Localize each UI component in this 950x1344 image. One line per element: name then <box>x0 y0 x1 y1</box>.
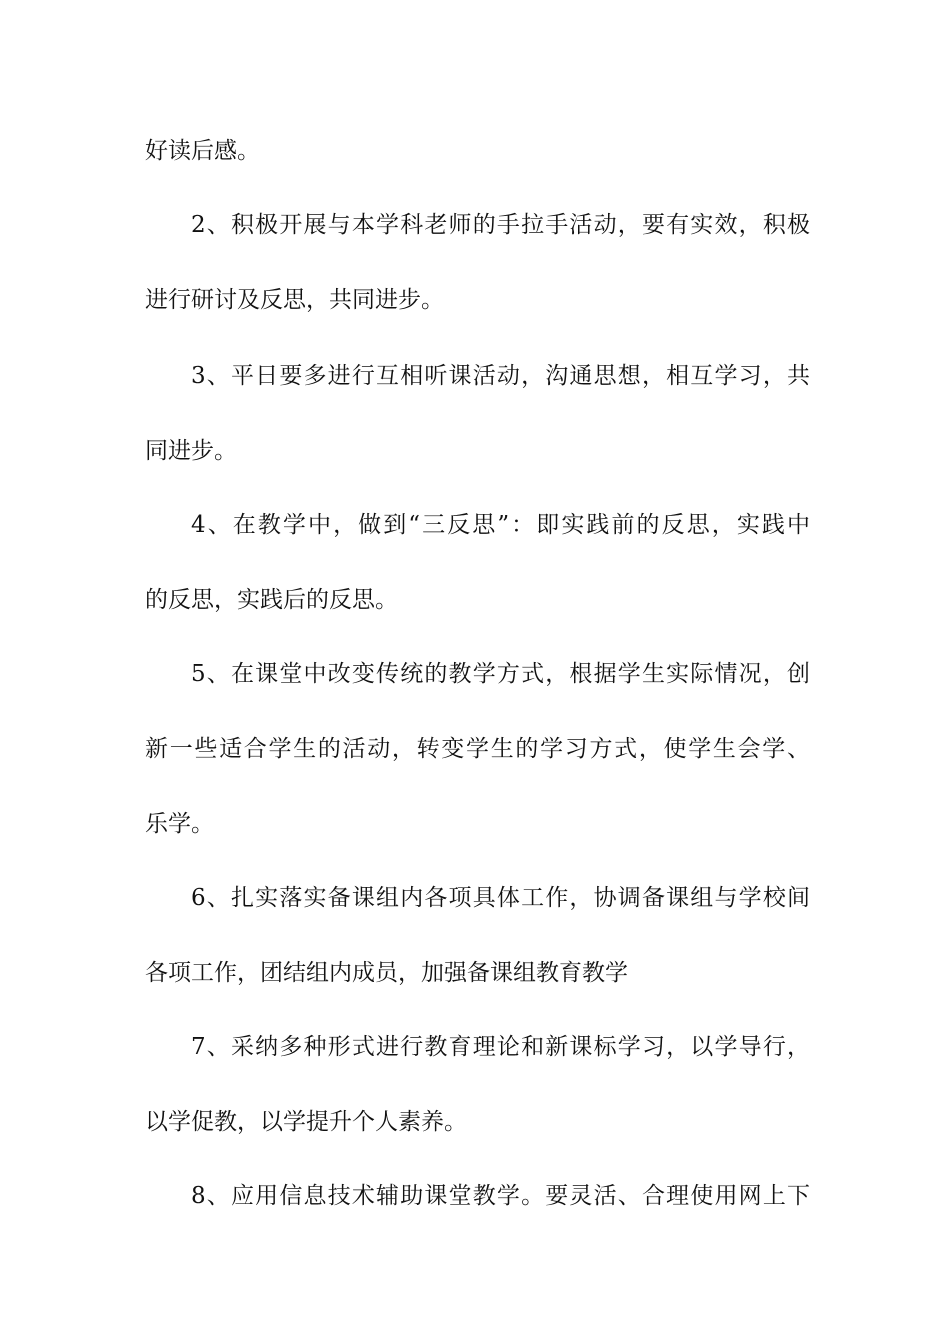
paragraph-line: 5、在课堂中改变传统的教学方式，根据学生实际情况，创 <box>191 661 810 687</box>
paragraph-line: 好读后感。 <box>145 138 260 164</box>
paragraph-line: 新一些适合学生的活动，转变学生的学习方式，使学生会学、 <box>145 736 810 762</box>
paragraph-line: 7、采纳多种形式进行教育理论和新课标学习，以学导行， <box>191 1034 810 1060</box>
paragraph-line: 各项工作，团结组内成员，加强备课组教育教学 <box>145 960 628 986</box>
paragraph-line: 8、应用信息技术辅助课堂教学。要灵活、合理使用网上下 <box>191 1183 810 1209</box>
paragraph-line: 6、扎实落实备课组内各项具体工作，协调备课组与学校间 <box>191 885 810 911</box>
paragraph-line: 以学促教，以学提升个人素养。 <box>145 1109 467 1135</box>
paragraph-line: 2、积极开展与本学科老师的手拉手活动，要有实效，积极 <box>191 212 810 238</box>
paragraph-line: 同进步。 <box>145 438 237 464</box>
paragraph-line: 进行研讨及反思，共同进步。 <box>145 287 444 313</box>
paragraph-line: 的反思，实践后的反思。 <box>145 587 398 613</box>
paragraph-line: 乐学。 <box>145 811 214 837</box>
paragraph-line: 3、平日要多进行互相听课活动，沟通思想，相互学习，共 <box>191 363 810 389</box>
paragraph-line: 4、在教学中，做到“三反思”：即实践前的反思，实践中 <box>191 512 810 538</box>
